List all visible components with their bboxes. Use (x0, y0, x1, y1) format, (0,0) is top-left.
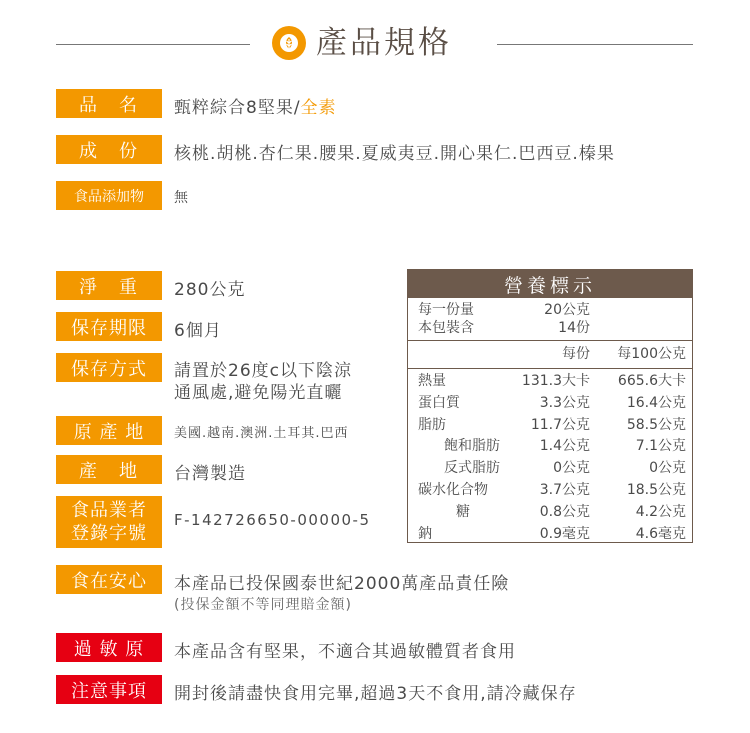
servings-count-label: 本包裝含 (418, 320, 474, 336)
value-product-name: 甄粹綜合8堅果/全素 (174, 98, 337, 118)
label-notice: 注意事項 (56, 675, 162, 704)
nutrient-name: 脂肪 (418, 416, 446, 433)
value-origin: 美國.越南.澳洲.土耳其.巴西 (174, 426, 349, 441)
nutrient-per-100g: 4.2公克 (635, 503, 686, 520)
label-shelf-life: 保存期限 (56, 312, 162, 341)
serving-size-value: 20公克 (544, 302, 590, 318)
nutrition-serving-section (408, 298, 692, 341)
nutrient-name: 糖 (456, 503, 470, 520)
nutrition-column-header (408, 340, 692, 369)
nutrient-per-serving: 131.3大卡 (521, 373, 590, 389)
value-safety: 本產品已投保國泰世紀2000萬產品責任險 (174, 574, 510, 594)
nutrient-name: 蛋白質 (418, 394, 460, 411)
label-made-in: 產 地 (56, 455, 162, 484)
nutrient-per-100g: 665.6大卡 (617, 373, 686, 389)
value-safety-note: (投保金額不等同理賠金額) (174, 597, 352, 613)
nutrient-name: 碳水化合物 (418, 482, 488, 498)
value-registration: F-142726650-00000-5 (174, 511, 371, 529)
label-additives: 食品添加物 (56, 181, 162, 210)
value-storage-line2: 通風處,避免陽光直曬 (174, 383, 343, 403)
nutrient-per-100g: 0公克 (649, 460, 686, 477)
label-allergen: 過 敏 原 (56, 633, 162, 662)
label-ingredients: 成 份 (56, 135, 162, 164)
value-ingredients: 核桃.胡桃.杏仁果.腰果.夏威夷豆.開心果仁.巴西豆.榛果 (174, 144, 615, 164)
nutrient-per-serving: 3.7公克 (539, 482, 590, 498)
col-per-serving: 每份 (562, 346, 590, 362)
nutrient-name: 反式脂肪 (444, 460, 500, 477)
nutrient-per-100g: 18.5公克 (626, 482, 686, 498)
vegan-highlight: 全素 (300, 98, 337, 118)
nutrition-table (407, 269, 693, 543)
value-storage-line1: 請置於26度c以下陰涼 (174, 361, 352, 381)
nutrient-per-serving: 1.4公克 (539, 438, 590, 455)
nutrient-per-100g: 16.4公克 (626, 394, 686, 411)
label-product-name: 品 名 (56, 89, 162, 118)
header-rule-right (497, 44, 693, 45)
value-allergen: 本產品含有堅果，不適合其過敏體質者食用 (174, 642, 516, 662)
value-additives: 無 (174, 190, 189, 206)
page-title: 產品規格 (316, 25, 452, 61)
label-registration: 食品業者 登錄字號 (56, 496, 162, 548)
value-shelf-life: 6個月 (174, 321, 222, 341)
col-per-100g: 每100公克 (617, 346, 686, 362)
label-origin: 原 產 地 (56, 416, 162, 445)
header-rule-left (56, 44, 250, 45)
nutrient-per-serving: 3.3公克 (539, 394, 590, 411)
label-storage: 保存方式 (56, 353, 162, 382)
nutrient-per-100g: 4.6毫克 (635, 525, 686, 542)
nutrient-name: 飽和脂肪 (444, 438, 500, 455)
nutrient-name: 熱量 (418, 373, 446, 389)
nutrient-name: 鈉 (418, 525, 432, 542)
nutrient-per-serving: 0.9毫克 (539, 525, 590, 542)
label-net-weight: 淨 重 (56, 271, 162, 300)
value-net-weight: 280公克 (174, 280, 246, 300)
value-notice: 開封後請盡快食用完畢,超過3天不食用,請冷藏保存 (174, 684, 577, 704)
nutrition-title: 營養標示 (408, 270, 692, 298)
nutrient-per-100g: 58.5公克 (626, 416, 686, 433)
nutrient-per-serving: 0.8公克 (539, 503, 590, 520)
nutrient-per-serving: 0公克 (553, 460, 590, 477)
value-made-in: 台灣製造 (174, 464, 246, 484)
leaf-icon (272, 26, 306, 60)
label-safety: 食在安心 (56, 565, 162, 594)
nutrient-per-serving: 11.7公克 (530, 416, 590, 433)
servings-count-value: 14份 (558, 320, 590, 336)
nutrient-per-100g: 7.1公克 (635, 438, 686, 455)
serving-size-label: 每一份量 (418, 302, 474, 318)
